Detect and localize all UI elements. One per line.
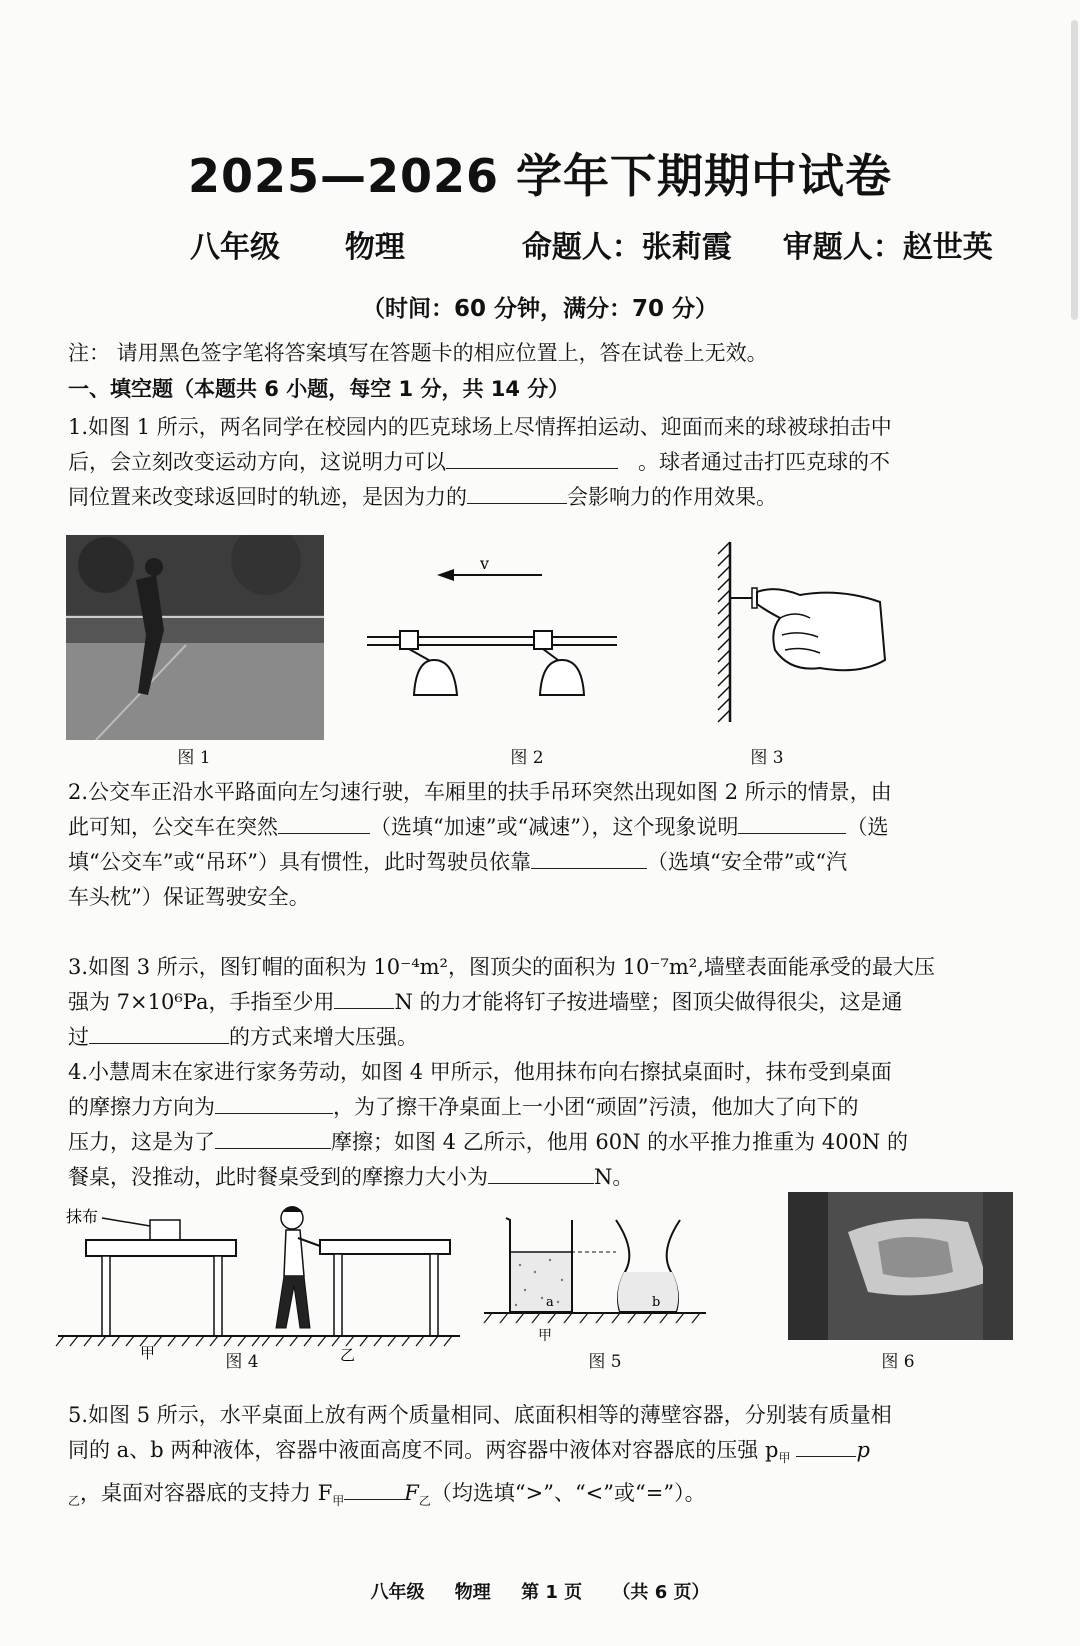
- q5-text: 同的 a、b 两种液体，容器中液面高度不同。两容器中液体对容器底的压强 p: [68, 1438, 779, 1462]
- answer-blank: [467, 483, 567, 504]
- section-title: 一、填空题（本题共 6 小题，每空 1 分，共 14 分）: [68, 377, 570, 401]
- figure-3-diagram: [700, 540, 900, 725]
- q5-text: F: [404, 1481, 419, 1506]
- question-1: [68, 410, 1008, 515]
- q4-text: 压力，这是为了: [68, 1130, 215, 1154]
- q2-line3: [68, 845, 1008, 880]
- figure-5-caption: 图 5: [588, 1352, 622, 1372]
- subject-label: 物理: [344, 230, 405, 265]
- jia-label: 甲: [140, 1344, 156, 1361]
- footer-total-pages: （共 6 页）: [612, 1582, 710, 1603]
- page-title: 2025—2026 学年下期期中试卷: [187, 149, 893, 203]
- q3-line2: [68, 985, 1008, 1020]
- sandbox-photo: [788, 1192, 1013, 1340]
- liquid-b-label: b: [652, 1295, 661, 1310]
- answer-blank: [446, 448, 618, 469]
- answer-blank: [738, 813, 846, 834]
- q3-text: 的方式来增大压强。: [229, 1025, 418, 1049]
- figure-3-caption: 图 3: [750, 748, 784, 768]
- q5-subscript: 甲: [332, 1494, 345, 1509]
- figure-5-diagram: [480, 1210, 720, 1360]
- q2-line2: [68, 810, 1008, 845]
- answer-blank: [89, 1023, 229, 1044]
- q2-text: （选: [846, 815, 889, 839]
- answer-blank: [215, 1093, 333, 1114]
- reviewer-label: 审题人：赵世英: [782, 230, 993, 265]
- q3-text: 强为 7×10⁶Pa，手指至少用: [68, 990, 335, 1014]
- q5-subscript: 乙: [418, 1494, 431, 1509]
- q4-text: 餐桌，没推动，此时餐桌受到的摩擦力大小为: [68, 1165, 488, 1189]
- answer-blank: [334, 988, 394, 1009]
- q1-line1: 1.如图 1 所示，两名同学在校园内的匹克球场上尽情挥拍运动、迎面而来的球被球拍击中: [68, 415, 892, 439]
- q1-text: 后，会立刻改变运动方向，这说明力可以: [68, 450, 446, 474]
- q5-subscript: 甲: [778, 1451, 791, 1466]
- figure-4-yi-diagram: [262, 1196, 462, 1361]
- q2-text: （选填“加速”或“减速”），这个现象说明: [370, 815, 739, 839]
- question-3: [68, 950, 1008, 1055]
- q4-line3: [68, 1125, 1008, 1160]
- grade-label: 八年级: [190, 230, 280, 265]
- q3-line1: 3.如图 3 所示，图钉帽的面积为 10⁻⁴m²，图顶尖的面积为 10⁻⁷m²,墙壁表面能承受的最大压: [68, 955, 935, 979]
- pickleball-photo: [66, 535, 324, 740]
- question-5: [68, 1398, 1008, 1519]
- footer-subject: 物理: [454, 1582, 491, 1603]
- q4-text: ，为了擦干净桌面上一小团“顽固”污渍，他加大了向下的: [333, 1095, 859, 1119]
- q1-text: 。球者通过击打匹克球的不: [638, 450, 890, 474]
- figure-2-diagram: [362, 545, 632, 705]
- time-info: （时间：60 分钟，满分：70 分）: [361, 296, 719, 322]
- q1-line2: [68, 445, 1008, 480]
- velocity-label: v: [480, 554, 490, 573]
- q4-line2: [68, 1090, 1008, 1125]
- answer-blank: [531, 848, 647, 869]
- figure-2-caption: 图 2: [510, 748, 544, 768]
- figure-4-caption: 图 4: [225, 1352, 259, 1372]
- q3-line3: [68, 1020, 1008, 1055]
- figure-6-caption: 图 6: [881, 1352, 915, 1372]
- q2-line1: 2.公交车正沿水平路面向左匀速行驶，车厢里的扶手吊环突然出现如图 2 所示的情景，由: [68, 780, 892, 804]
- q5-line3: [68, 1476, 1008, 1519]
- q4-text: 的摩擦力方向为: [68, 1095, 215, 1119]
- q4-line4: [68, 1160, 1008, 1195]
- q5-text: p: [856, 1438, 870, 1462]
- yi-label: 乙: [340, 1346, 356, 1361]
- jia2-label: 甲: [538, 1328, 552, 1344]
- q2-line4: 车头枕”）保证驾驶安全。: [68, 885, 310, 909]
- figure-4-jia-diagram: [52, 1196, 282, 1361]
- q5-line1: 5.如图 5 所示，水平桌面上放有两个质量相同、底面积相等的薄壁容器，分别装有质量相: [68, 1403, 892, 1427]
- answer-blank: [215, 1128, 331, 1149]
- q2-text: 此可知，公交车在突然: [68, 815, 278, 839]
- exam-subtitle: [190, 222, 993, 266]
- figure-1-photo: [66, 535, 324, 740]
- cloth-label: 抹布: [66, 1207, 99, 1226]
- figure-1-caption: 图 1: [177, 748, 211, 768]
- answer-blank: [488, 1163, 594, 1184]
- page-footer: [0, 1578, 1080, 1604]
- q2-text: 填“公交车”或“吊环”）具有惯性，此时驾驶员依靠: [68, 850, 531, 874]
- q5-line2: [68, 1433, 1008, 1476]
- figure-6-photo: [788, 1192, 1013, 1340]
- footer-grade: 八年级: [370, 1582, 425, 1603]
- author-label: 命题人：张莉霞: [521, 230, 732, 265]
- footer-page-number: 第 1 页: [521, 1582, 583, 1603]
- answer-blank: [278, 813, 370, 834]
- note-text: 注： 请用黑色签字笔将答案填写在答题卡的相应位置上，答在试卷上无效。: [68, 341, 768, 365]
- liquid-a-label: a: [546, 1295, 554, 1310]
- answer-blank: [796, 1436, 856, 1457]
- question-2: [68, 775, 1008, 915]
- q4-line1: 4.小慧周末在家进行家务劳动，如图 4 甲所示，他用抹布向右擦拭桌面时，抹布受到桌面: [68, 1060, 892, 1084]
- q2-text: （选填“安全带”或“汽: [646, 850, 848, 874]
- q5-text: （均选填“>”、“<”或“=”）。: [430, 1481, 706, 1506]
- q5-text: ，桌面对容器底的支持力 F: [80, 1481, 333, 1506]
- q1-text: 会影响力的作用效果。: [567, 485, 777, 509]
- q5-subscript: 乙: [68, 1494, 81, 1509]
- q3-text: 过: [68, 1025, 89, 1049]
- q4-text: N。: [594, 1165, 634, 1189]
- q3-text: N 的力才能将钉子按进墙壁；图顶尖做得很尖，这是通: [394, 990, 903, 1014]
- q4-text: 摩擦；如图 4 乙所示，他用 60N 的水平推力推重为 400N 的: [331, 1130, 908, 1154]
- q1-text: 同位置来改变球返回时的轨迹，是因为力的: [68, 485, 467, 509]
- answer-blank: [344, 1479, 404, 1500]
- question-4: [68, 1055, 1008, 1195]
- q1-line3: [68, 480, 1008, 515]
